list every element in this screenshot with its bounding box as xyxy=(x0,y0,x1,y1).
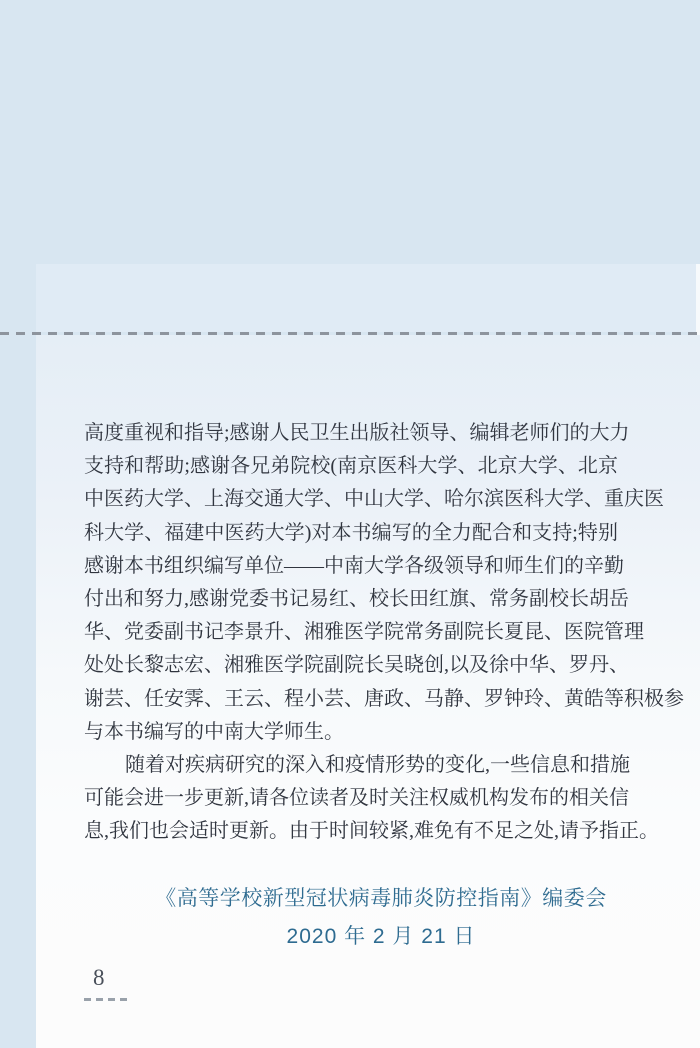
previous-page-bottom-area xyxy=(36,264,700,332)
body-text-line: 华、党委副书记李景升、湘雅医学院常务副院长夏昆、医院管理 xyxy=(84,621,644,644)
body-text-line: 感谢本书组织编写单位——中南大学各级领导和师生们的辛勤 xyxy=(84,554,624,577)
body-text-line: 中医药大学、上海交通大学、中山大学、哈尔滨医科大学、重庆医 xyxy=(84,488,664,511)
editorial-committee-signature: 《高等学校新型冠状病毒肺炎防控指南》编委会 xyxy=(155,887,607,910)
body-text-line: 与本书编写的中南大学师生。 xyxy=(84,720,344,743)
signature-block xyxy=(144,884,618,952)
body-text-line: 高度重视和指导;感谢人民卫生出版社领导、编辑老师们的大力 xyxy=(84,422,630,444)
body-text-line: 谢芸、任安霁、王云、程小芸、唐政、马静、罗钟玲、黄皓等积极参 xyxy=(84,687,684,710)
page-number: 8 xyxy=(93,965,105,990)
body-text-line: 随着对疾病研究的深入和疫情形势的变化,一些信息和措施 xyxy=(125,754,630,777)
body-text-block xyxy=(84,417,684,849)
body-text-line: 付出和努力,感谢党委书记易红、校长田红旗、常务副校长胡岳 xyxy=(84,588,629,611)
body-text-line: 处处长黎志宏、湘雅医学院副院长吴晓创,以及徐中华、罗丹、 xyxy=(84,654,629,677)
body-text-line: 科大学、福建中医药大学)对本书编写的全力配合和支持;特别 xyxy=(84,521,618,544)
body-text-line: 息,我们也会适时更新。由于时间较紧,难免有不足之处,请予指正。 xyxy=(84,820,659,843)
signature-date: 2020 年 2 月 21 日 xyxy=(286,925,476,948)
page-number-dashes xyxy=(84,998,129,1001)
body-text-line: 支持和帮助;感谢各兄弟院校(南京医科大学、北京大学、北京 xyxy=(84,455,618,478)
body-text-line: 可能会进一步更新,请各位读者及时关注权威机构发布的相关信 xyxy=(84,787,629,810)
